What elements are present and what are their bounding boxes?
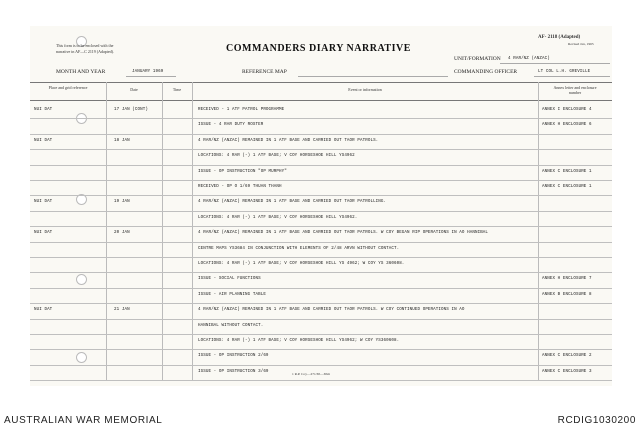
row-rule — [30, 380, 612, 381]
row-date: 21 JAN — [114, 308, 130, 313]
row-annex: ANNEX I ENCLOSURE 4 — [542, 108, 592, 112]
reference-map-label: REFERENCE MAP — [242, 69, 287, 75]
row-rule — [30, 349, 612, 350]
row-date: 18 JAN — [114, 138, 130, 143]
col-header-date: Date — [130, 87, 138, 92]
row-rule — [30, 272, 612, 273]
row-event: 4 RAR/NZ (ANZAC) REMAINED IN 1 ATF BASE AND CARRIED OUT TAOR PATROLS. W COY CONTINUED OPERATIONS IN AO — [198, 308, 465, 313]
commanding-officer-value: LT COL L.H. GREVILLE — [538, 70, 591, 74]
col-header-event: Event or information — [348, 87, 382, 92]
row-place: NUI DAT — [34, 231, 53, 236]
row-rule — [30, 257, 612, 258]
row-place: NUI DAT — [34, 308, 53, 313]
row-place: NUI DAT — [34, 108, 53, 112]
col-header-place: Place and grid reference — [48, 85, 88, 90]
table-header-rule — [30, 100, 612, 101]
month-year-label: MONTH AND YEAR — [56, 69, 106, 75]
unit-label: UNIT/FORMATION — [454, 56, 501, 62]
col-header-annex: Annex letter and enclosure number — [553, 85, 597, 95]
row-event: RECEIVED - 1 ATF PATROL PROGRAMME — [198, 108, 285, 112]
col-divider — [106, 82, 107, 380]
punch-hole — [76, 352, 87, 363]
row-annex: ANNEX C ENCLOSURE 2 — [542, 354, 592, 359]
month-year-value: JANUARY 1969 — [132, 70, 164, 74]
archive-name: AUSTRALIAN WAR MEMORIAL — [4, 415, 163, 426]
col-divider — [538, 82, 539, 380]
co-underline — [534, 76, 610, 77]
form-number: AF- 2118 (Adapted) — [538, 35, 581, 40]
form-revised: Revised Jan, 1965 — [568, 42, 594, 46]
punch-hole — [76, 274, 87, 285]
row-annex: ANNEX B ENCLOSURE 8 — [542, 292, 592, 297]
row-rule — [30, 134, 612, 135]
row-event: 4 RAR/NZ (ANZAC) REMAINED IN 1 ATF BASE AND CARRIED OUT TAOR PATROLLING. — [198, 200, 387, 205]
row-event: ISSUE - SOCIAL FUNCTIONS — [198, 277, 261, 282]
record-id: RCDIG1030200 — [557, 415, 636, 426]
row-event: LOCATIONS: 4 RAR (-) 1 ATF BASE; V COY HORSESHOE HILL YS 4962; W COY YS 360608. — [198, 262, 405, 266]
row-event: RECEIVED - OP O 1/69 THUAN THANH — [198, 185, 282, 189]
row-event: LOCATIONS: 4 RAR (-) 1 ATF BASE; V COY HORSESHOE HILL YS4962 — [198, 154, 355, 159]
row-date: 20 JAN — [114, 231, 130, 236]
row-date: 17 JAN (CONT) — [114, 108, 148, 112]
row-rule — [30, 334, 612, 335]
row-event: ISSUE - OP INSTRUCTION 3/69 — [198, 369, 269, 374]
row-event: LOCATIONS: 4 RAR (-) 1 ATF BASE; V COY HORSESHOE HILL YS4962. — [198, 215, 358, 220]
enclosure-note-line2: narrative in AF—C 2119 (Adapted). — [56, 49, 114, 54]
row-rule — [30, 319, 612, 320]
col-divider — [162, 82, 163, 380]
row-rule — [30, 165, 612, 166]
row-rule — [30, 180, 612, 181]
unit-underline — [500, 63, 610, 64]
col-divider — [192, 82, 193, 380]
row-rule — [30, 365, 612, 366]
row-annex: ANNEX C ENCLOSURE 1 — [542, 169, 592, 174]
row-event: 4 RAR/NZ (ANZAC) REMAINED IN 1 ATF BASE AND CARRIED OUT TAOR PATROLS. W COY BEGAN RIP OPERATIONS IN AO HANNIBAL — [198, 231, 489, 236]
commanding-officer-label: COMMANDING OFFICER — [454, 69, 518, 75]
row-rule — [30, 226, 612, 227]
row-event: ISSUE - 4 RAR DUTY ROSTER — [198, 123, 264, 128]
row-event: ISSUE - OP INSTRUCTION "OP MURPHY" — [198, 169, 287, 174]
row-event: LOCATIONS: 4 RAR (-) 1 ATF BASE; V COY HORSESHOE HILL YS4962; W COY YS360608. — [198, 339, 400, 343]
row-annex: ANNEX C ENCLOSURE 1 — [542, 185, 592, 189]
row-place: NUI DAT — [34, 200, 53, 205]
row-annex: ANNEX H ENCLOSURE 6 — [542, 123, 592, 128]
table-top-rule — [30, 82, 612, 83]
enclosure-note-line1: This form is to be enclosed with the — [56, 43, 114, 48]
row-rule — [30, 242, 612, 243]
diary-sheet — [30, 26, 612, 386]
row-rule — [30, 288, 612, 289]
row-event: ISSUE - OP INSTRUCTION 2/69 — [198, 354, 269, 359]
row-rule — [30, 118, 612, 119]
row-rule — [30, 149, 612, 150]
row-annex: ANNEX C ENCLOSURE 3 — [542, 369, 592, 374]
month-underline — [126, 76, 176, 77]
row-event: ISSUE - AIR PLANNING TABLE — [198, 292, 266, 297]
row-rule — [30, 195, 612, 196]
row-event: HANNIBAL WITHOUT CONTACT. — [198, 323, 264, 328]
row-rule — [30, 211, 612, 212]
row-date: 19 JAN — [114, 200, 130, 205]
map-underline — [298, 76, 448, 77]
page-title: COMMANDERS DIARY NARRATIVE — [226, 43, 411, 54]
row-rule — [30, 303, 612, 304]
row-event: CENTRE MAPS YS3684 IN CONJUNCTION WITH ELEMENTS OF 2/48 ARVN WITHOUT CONTACT. — [198, 246, 400, 251]
unit-value: 4 RAR/NZ (ANZAC) — [508, 57, 550, 61]
col-header-time: Time — [172, 87, 182, 92]
row-annex: ANNEX H ENCLOSURE 7 — [542, 277, 592, 282]
row-place: NUI DAT — [34, 138, 53, 143]
printer-imprint: 1 R.P. Coy—271/65—65m — [292, 372, 330, 376]
row-event: 4 RAR/NZ (ANZAC) REMAINED IN 1 ATF BASE AND CARRIED OUT TAOR PATROLS. — [198, 138, 379, 143]
